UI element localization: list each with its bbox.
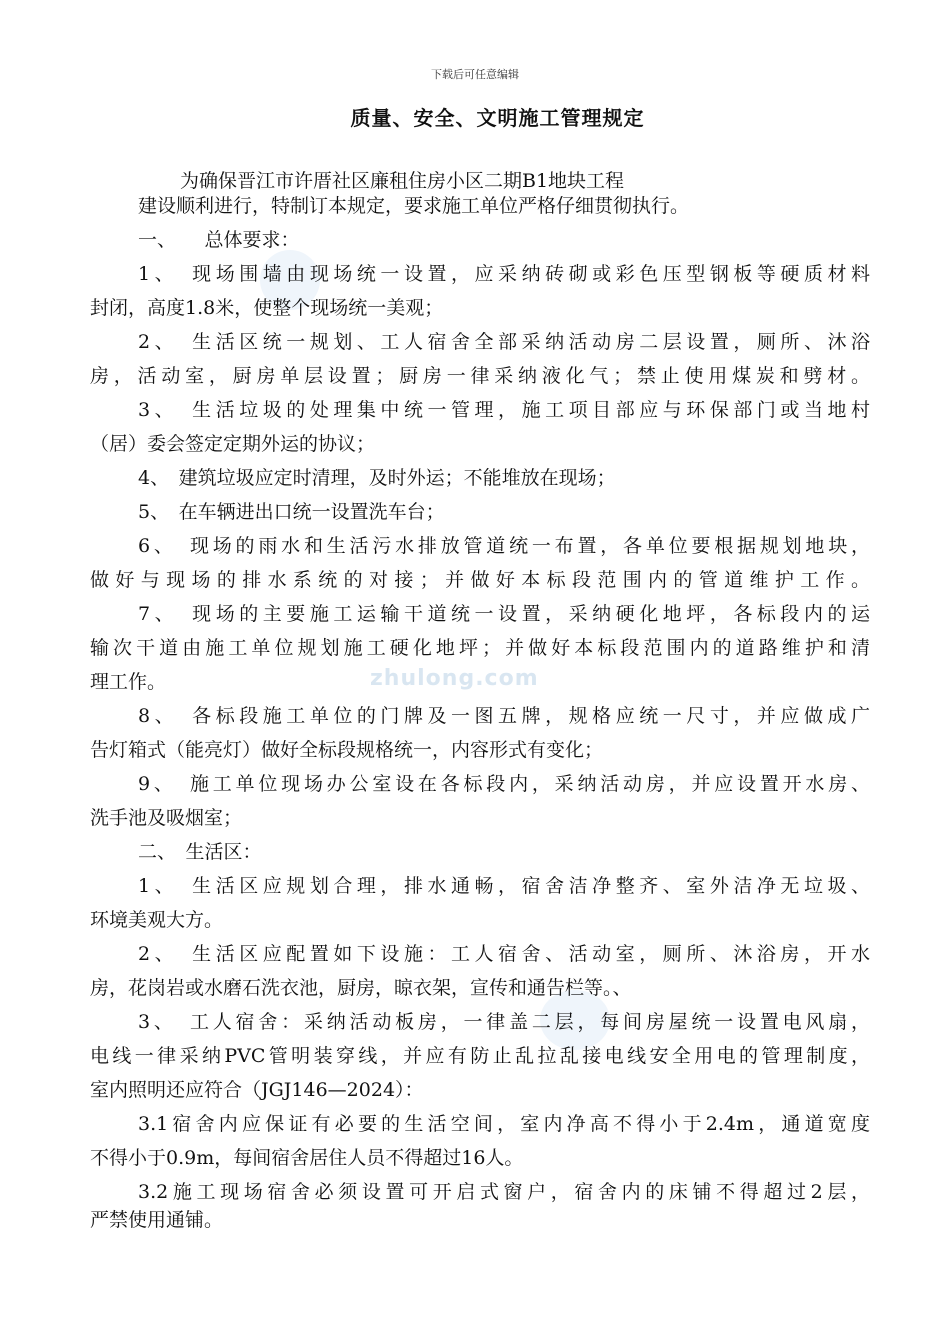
document-title: 质量、安全、文明施工管理规定 xyxy=(350,106,645,130)
paragraph-line: 电线一律采纳PVC管明装穿线，并应有防止乱拉乱接电线安全用电的管理制度， xyxy=(90,1045,870,1067)
paragraph-line: 7、 现场的主要施工运输干道统一设置，采纳硬化地坪，各标段内的运 xyxy=(138,603,870,625)
paragraph-line: 9、 施工单位现场办公室设在各标段内，采纳活动房，并应设置开水房、 xyxy=(138,773,870,795)
paragraph-line: 做好与现场的排水系统的对接；并做好本标段范围内的管道维护工作。 xyxy=(90,569,870,591)
paragraph-line: 理工作。 xyxy=(90,671,167,693)
paragraph-line: 房，活动室，厨房单层设置；厨房一律采纳液化气；禁止使用煤炭和劈材。 xyxy=(90,365,870,387)
paragraph-line: 6、 现场的雨水和生活污水排放管道统一布置，各单位要根据规划地块， xyxy=(138,535,870,557)
paragraph-line: 输次干道由施工单位规划施工硬化地坪；并做好本标段范围内的道路维护和清 xyxy=(90,637,870,659)
paragraph-line: 室内照明还应符合（JGJ146—2024）： xyxy=(90,1079,424,1101)
paragraph-line: 3、 工人宿舍：采纳活动板房，一律盖二层，每间房屋统一设置电风扇， xyxy=(138,1011,870,1033)
paragraph-line: 5、 在车辆进出口统一设置洗车台； xyxy=(138,501,445,523)
paragraph-line: 不得小于0.9m，每间宿舍居住人员不得超过16人。 xyxy=(90,1147,524,1169)
paragraph-line: 二、 生活区： xyxy=(138,841,262,863)
paragraph-line: 环境美观大方。 xyxy=(90,909,224,931)
paragraph-line: 3.2施工现场宿舍必须设置可开启式窗户，宿舍内的床铺不得超过2层， xyxy=(138,1181,870,1203)
paragraph-line: 3.1宿舍内应保证有必要的生活空间，室内净高不得小于2.4m，通道宽度 xyxy=(138,1113,870,1135)
watermark-text: zhulong.com xyxy=(370,666,539,691)
paragraph-line: 2、 生活区应配置如下设施：工人宿舍、活动室，厕所、沐浴房，开水 xyxy=(138,943,870,965)
paragraph-line: 建设顺利进行，特制订本规定，要求施工单位严格仔细贯彻执行。 xyxy=(138,195,690,217)
paragraph-line: 为确保晋江市许厝社区廉租住房小区二期B1地块工程 xyxy=(180,170,625,192)
paragraph-line: 封闭，高度1.8米，使整个现场统一美观； xyxy=(90,297,444,319)
paragraph-line: 一、 总体要求： xyxy=(138,229,300,251)
paragraph-line: 严禁使用通铺。 xyxy=(90,1209,224,1231)
paragraph-line: 2、 生活区统一规划、工人宿舍全部采纳活动房二层设置，厕所、沐浴 xyxy=(138,331,870,353)
paragraph-line: （居）委会签定定期外运的协议； xyxy=(90,433,376,455)
paragraph-line: 1、 现场围墙由现场统一设置，应采纳砖砌或彩色压型钢板等硬质材料 xyxy=(138,263,870,285)
paragraph-line: 房，花岗岩或水磨石洗衣池，厨房，晾衣架，宣传和通告栏等。、 xyxy=(90,977,632,999)
paragraph-line: 告灯箱式（能亮灯）做好全标段规格统一，内容形式有变化； xyxy=(90,739,604,761)
paragraph-line: 3、 生活垃圾的处理集中统一管理，施工项目部应与环保部门或当地村 xyxy=(138,399,870,421)
header-note: 下载后可任意编辑 xyxy=(431,68,519,81)
paragraph-line: 8、 各标段施工单位的门牌及一图五牌，规格应统一尺寸，并应做成广 xyxy=(138,705,870,727)
paragraph-line: 洗手池及吸烟室； xyxy=(90,807,243,829)
paragraph-line: 1、 生活区应规划合理，排水通畅，宿舍洁净整齐、室外洁净无垃圾、 xyxy=(138,875,870,897)
paragraph-line: 4、 建筑垃圾应定时清理，及时外运；不能堆放在现场； xyxy=(138,467,616,489)
